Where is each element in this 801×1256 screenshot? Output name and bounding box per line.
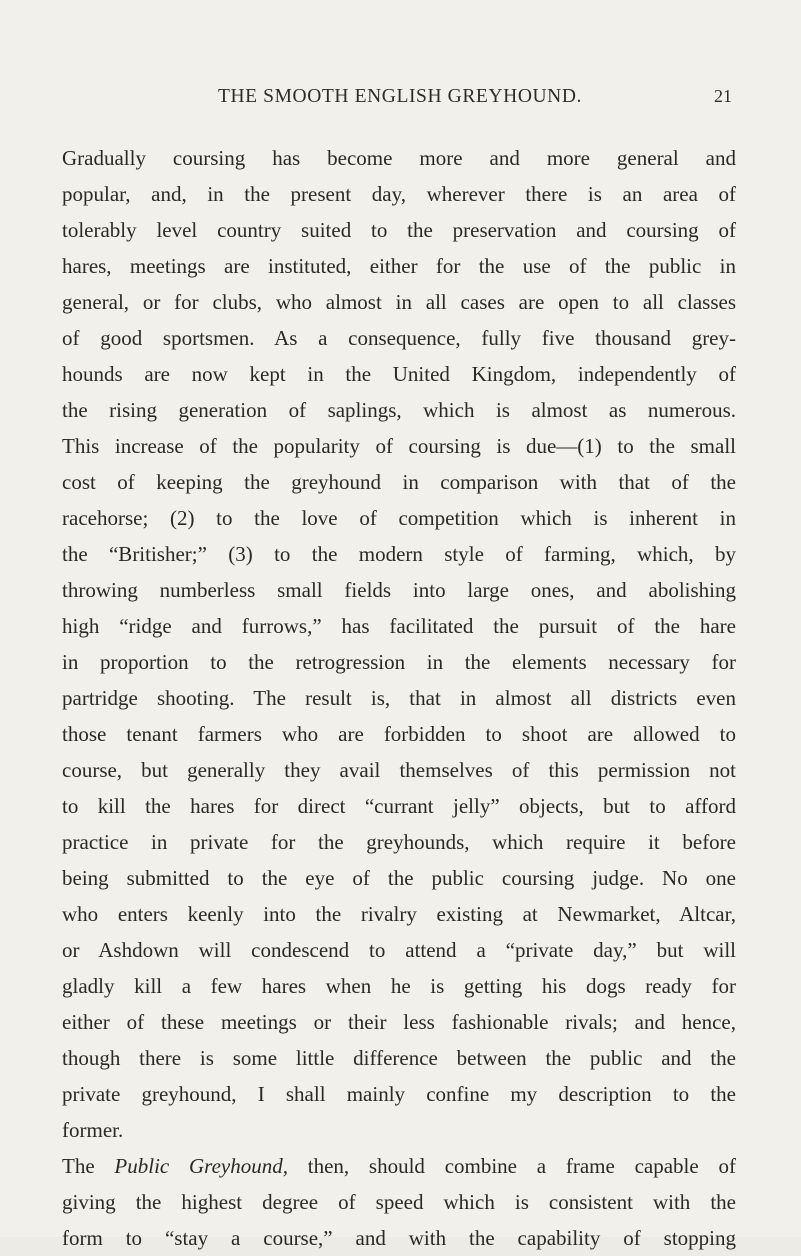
text-line: practice in private for the greyhounds, which require it before	[62, 830, 736, 854]
text-line: form to “stay a course,” and with the capability of stopping	[62, 1226, 736, 1250]
running-head-title: THE SMOOTH ENGLISH GREYHOUND.	[217, 86, 583, 107]
text-line: to kill the hares for direct “currant jelly” objects, but to afford	[62, 794, 736, 818]
text-run: then, should combine a frame capable of	[287, 1154, 736, 1178]
text-line: private greyhound, I shall mainly confine my description to the	[62, 1082, 736, 1106]
text-line: general, or for clubs, who almost in all cases are open to all classes	[62, 290, 736, 314]
text-line: though there is some little difference between the public and the	[62, 1046, 736, 1070]
text-line: popular, and, in the present day, wherever there is an area of	[62, 182, 736, 206]
text-line: gladly kill a few hares when he is getting his dogs ready for	[62, 974, 736, 998]
text-line: or Ashdown will condescend to attend a “private day,” but will	[62, 938, 736, 962]
text-line: who enters keenly into the rivalry existing at Newmarket, Altcar,	[62, 902, 736, 926]
text-line: hounds are now kept in the United Kingdom, independently of	[62, 362, 736, 386]
body-text	[62, 140, 736, 1256]
text-line: those tenant farmers who are forbidden to shoot are allowed to	[62, 722, 736, 746]
text-line: hares, meetings are instituted, either for the use of the public in	[62, 254, 736, 278]
text-line: high “ridge and furrows,” has facilitated the pursuit of the hare	[62, 614, 736, 638]
text-line: course, but generally they avail themselves of this permission not	[62, 758, 736, 782]
text-line: either of these meetings or their less fashionable rivals; and hence,	[62, 1010, 736, 1034]
text-line: partridge shooting. The result is, that in almost all districts even	[62, 686, 736, 710]
text-run: The	[62, 1154, 115, 1178]
text-line: giving the highest degree of speed which is consistent with the	[62, 1190, 736, 1214]
text-line: This increase of the popularity of coursing is due—(1) to the small	[62, 434, 736, 458]
paragraph-start-line	[62, 1148, 736, 1184]
text-line: the rising generation of saplings, which is almost as numerous.	[62, 398, 736, 422]
text-line: being submitted to the eye of the public coursing judge. No one	[62, 866, 736, 890]
italic-term: Public Greyhound,	[114, 1154, 288, 1178]
text-line: in proportion to the retrogression in the elements necessary for	[62, 650, 736, 674]
page-number: 21	[714, 86, 732, 106]
text-line: the “Britisher;” (3) to the modern style of farming, which, by	[62, 542, 736, 566]
text-line: Gradually coursing has become more and more general and	[62, 146, 736, 170]
text-line: throwing numberless small fields into large ones, and abolishing	[62, 578, 736, 602]
text-line: cost of keeping the greyhound in comparison with that of the	[62, 470, 736, 494]
text-line: tolerably level country suited to the preservation and coursing of	[62, 218, 736, 242]
text-line: racehorse; (2) to the love of competition which is inherent in	[62, 506, 736, 530]
text-line: of good sportsmen. As a consequence, fully five thousand grey-	[62, 326, 736, 350]
text-line: former.	[62, 1118, 124, 1142]
